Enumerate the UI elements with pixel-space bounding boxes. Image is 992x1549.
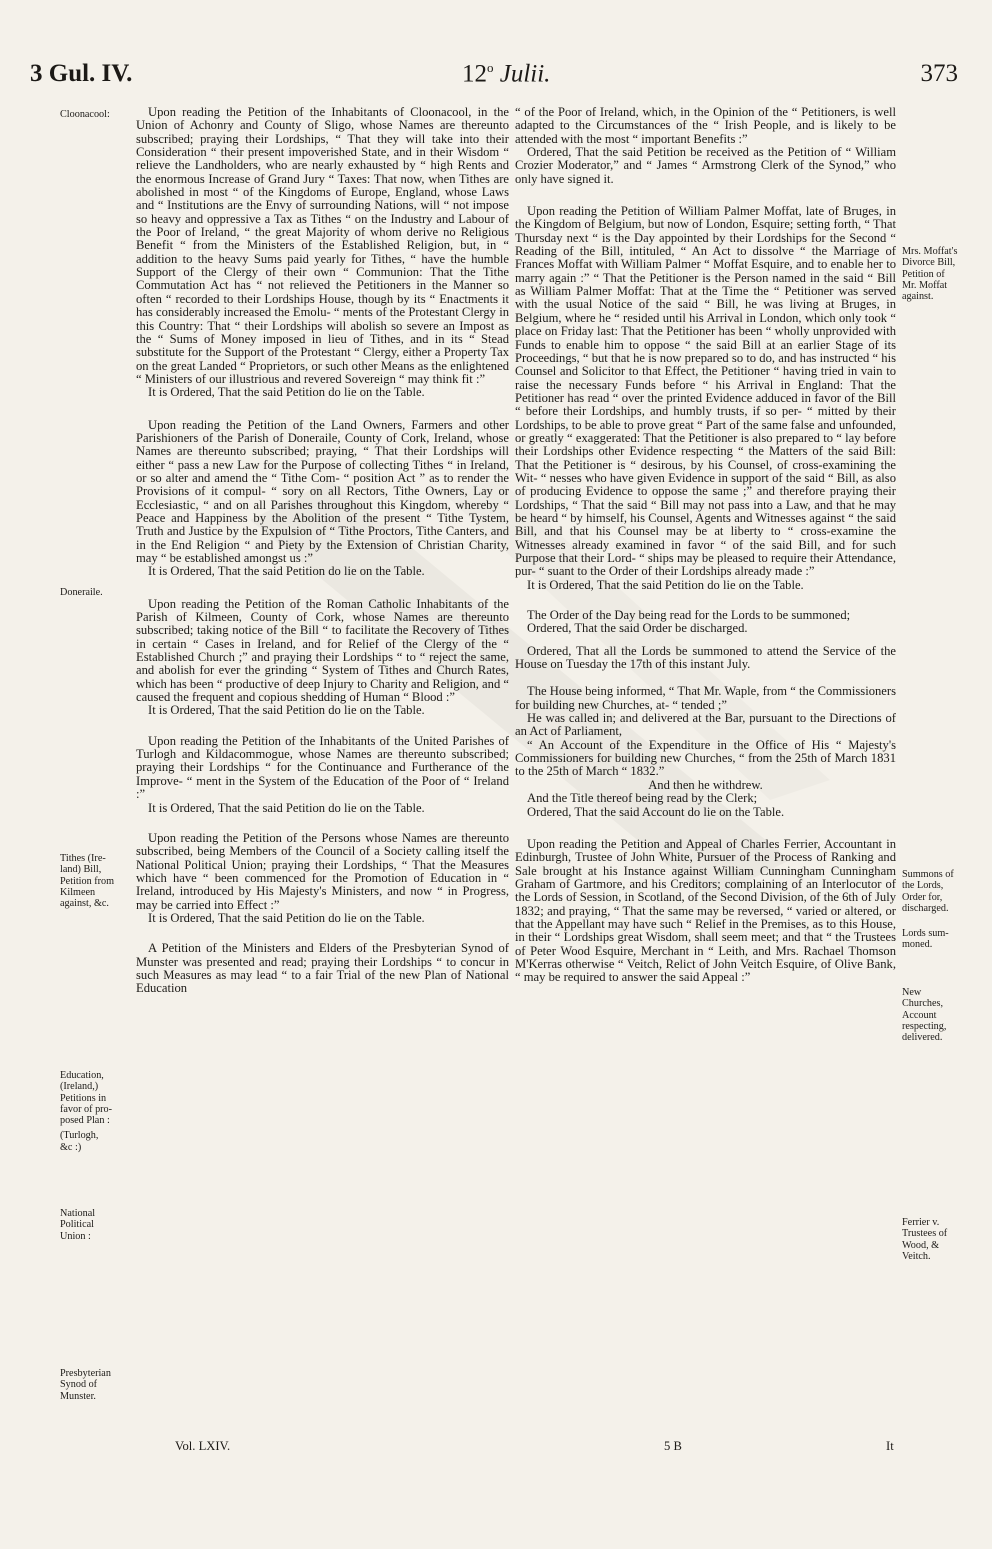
margin-note-line: against, &c.	[60, 898, 109, 910]
margin-note-tithes-bill	[60, 853, 132, 909]
margin-note-line: Summons of	[902, 869, 954, 880]
paragraph: He was called in; and delivered at the Bar, pursuant to the Directions of an Act of Parliament,	[515, 711, 896, 739]
margin-note-line: Synod of	[60, 1379, 98, 1391]
paragraph: And the Title thereof being read by the Clerk;	[527, 791, 758, 806]
margin-note-line: Wood, &	[902, 1239, 940, 1251]
paragraph: It is Ordered, That the said Petition do lie on the Table.	[527, 577, 804, 592]
entry-doneraile-petition	[136, 419, 509, 579]
footer-volume: Vol. LXIV.	[175, 1439, 231, 1453]
margin-note-line: Account	[902, 1009, 937, 1021]
paragraph: Upon reading the Petition of the Persons whose Names are thereunto subscribed, being Members of the Council of a Society calling itself the National Political Union; praying their Lordships, “ That the Measures which have “ been commenced for the Promotion of Education in “ Ireland, introduced by His Majesty's Ministers, and now “ in Progress, may be carried into Effect :”	[136, 830, 509, 912]
margin-note-line: Trustees of	[902, 1228, 948, 1240]
margin-note-line: delivered.	[902, 1032, 943, 1044]
header-month: Julii.	[493, 60, 551, 88]
margin-note-national-political-union	[60, 1208, 132, 1242]
paragraph: The House being informed, “ That Mr. Waple, from “ the Commissioners for building new Churches, at- “ tended ;”	[515, 684, 896, 712]
margin-note-line: (Turlogh,	[60, 1130, 99, 1142]
entry-turlogh-petition	[136, 735, 509, 815]
paragraph: “ of the Poor of Ireland, which, in the Opinion of the “ Petitioners, is well adapted to the Circumstances of the “ Irish People, and is likely to be attended with the most “ important Benefits :”	[515, 105, 896, 146]
margin-note-education	[60, 1070, 132, 1153]
margin-note-line: Churches,	[902, 998, 944, 1010]
margin-note-line: Tithes (Ire-	[60, 853, 106, 864]
margin-note-line: land) Bill,	[60, 864, 102, 876]
margin-note-line: respecting,	[902, 1020, 947, 1032]
margin-note-line: Kilmeen	[60, 886, 96, 898]
paragraph: It is Ordered, That the said Petition do lie on the Table.	[148, 385, 425, 400]
paragraph: Upon reading the Petition of the Land Owners, Farmers and other Parishioners of the Parish of Doneraile, County of Cork, Ireland, whose Names are thereunto subscribed; praying, “ That their Lordships will either “ pass a new Law for the Purpose of collecting Tithes “ in Ireland, or so alter and amend the “ Tithe Com- “ position Act ” as to render the Provisions of it compul- “ sory on all Rectors, Tithe Owners, Lay or Ecclesiastic, “ and on all Parishes throughout this Kingdom, whereby “ Peace and Happiness by the Abolition of the present “ Tithe Tystem, Truth and Justice by the Expulsion of “ Tithe Proctors, Tithe Canters, and in the End Religion “ and Piety by the Extension of Christian Charity, may “ be established amongst us :”	[136, 417, 509, 565]
margin-note-line: New	[902, 987, 922, 998]
margin-note-line: moned.	[902, 939, 933, 951]
margin-note-line: National	[60, 1208, 96, 1219]
margin-note-line: Petition from	[60, 875, 115, 887]
margin-note-line: Mrs. Moffat's	[902, 246, 958, 257]
entry-moffat-petition	[515, 205, 896, 592]
right-column	[515, 106, 896, 1001]
header-ordinal: o	[487, 60, 494, 75]
entry-cloonacool-petition	[136, 106, 509, 400]
paragraph: Upon reading the Petition of William Palmer Moffat, late of Bruges, in the Kingdom of Belgium, but now of London, Esquire; setting forth, “ That Thursday next “ is the Day appointed by their Lordships for the Second “ Reading of the Bill, intituled, “ An Act to dissolve “ the Marriage of Frances Moffat with William Palmer “ Moffat Esquire, and to enable her to marry again :” “ That the Petitioner is the Person named in the said “ Bill as William Palmer Moffat: That at the Time the “ Petitioner was served with the usual Notice of the said “ Bill, he was living at Bruges, in Belgium, where he “ resided until his Arrival in London, which only took “ place on Friday last: That the Petitioner has been “ wholly unprovided with Funds to enable him to oppose “ the said Bill at an earlier Stage of its Proceedings, “ but that he is now prepared so to do, and has instructed “ his Counsel and Solicitor to that Effect, the Petitioner “ having tried in vain to raise the necessary Funds before “ his Arrival in England: That the Petitioner has read “ over the printed Evidence adduced in favor of the Bill “ before their Lordships, and humbly trusts, if so per- “ mitted by their Lordships, to be able to prove great “ Part of the same false and unfounded, or greatly “ exaggerated: That the Petitioner is also prepared to “ lay before their Lordships other Evidence respecting “ the Matters of the said Bill: That the Petitioner is “ desirous, by his Counsel, of cross-examining the Wit- “ nesses who have given Evidence in support of the said “ Bill, as also of producing Evidence to oppose the same ;” and therefore praying their Lordships, “ That the said “ Bill may not pass into a Law, and that he may be heard “ by himself, his Counsel, Agents and Witnesses against “ the said Bill, and that his Counsel may be at liberty to “ cross-examine the Witnesses already examined in favor “ of the said Bill, and for such Purpose that their Lord- “ ships may be pleased to require their Attendance, pur- “ suant to the Order of their Lordships already made :”	[515, 204, 896, 579]
header-date	[462, 60, 550, 88]
paragraph: Ordered, That all the Lords be summoned to attend the Service of the House on Tuesday the 17th of this instant July.	[515, 643, 896, 672]
entry-ferrier-appeal	[515, 838, 896, 985]
paragraph: It is Ordered, That the said Petition do lie on the Table.	[148, 800, 425, 815]
margin-note-line: Mr. Moffat	[902, 279, 948, 291]
paragraph: It is Ordered, That the said Petition do lie on the Table.	[148, 703, 425, 718]
margin-note-line: Cloonacool:	[60, 109, 110, 120]
margin-note-line: (Ireland,)	[60, 1081, 99, 1093]
paragraph: It is Ordered, That the said Petition do lie on the Table.	[148, 910, 425, 925]
margin-note-line: Education,	[60, 1070, 104, 1081]
paragraph: And then he withdrew.	[648, 777, 763, 792]
paragraph: Upon reading the Petition and Appeal of Charles Ferrier, Accountant in Edinburgh, Trustee of John White, Pursuer of the Process of Ranking and Sale brought at his Instance against William Cunningham Cunningham Graham of Gartmore, and his Creditors; complaining of an Interlocutor of the Lords of Session, in Scotland, of the Second Division, of the 6th of July 1832; and praying, “ That the same may be reversed, “ varied or altered, or that the Appellant may have such “ Relief in the Premises, as to this House, in their “ Lordships great Wisdom, shall seem meet; and that “ the Trustees of Peter Wood Esquire, Merchant in “ Leith, and Mrs. Rachael Thomson M'Kerras otherwise “ Veitch, Relict of John Veitch Esquire, of Olive Bank, “ may be required to answer the said Appeal :”	[515, 836, 896, 985]
margin-note-line: the Lords,	[902, 880, 944, 892]
footer-signature: 5 B	[664, 1439, 682, 1453]
margin-note-line: Divorce Bill,	[902, 257, 956, 269]
margin-note-line: Veitch.	[902, 1250, 931, 1262]
paragraph: Upon reading the Petition of the Inhabitants of Cloonacool, in the Union of Achonry and County of Sligo, whose Names are thereunto subscribed; praying their Lordships, “ That they will take into their Consideration “ their present impoverished State, and in their Wisdom “ relieve the Landholders, who are nearly exhausted by “ high Rents and the enormous Increase of Grand Jury “ Taxes: That now, when Tithes are abolished in most “ of the Kingdoms of Europe, England, whose Laws and “ Institutions are the Envy of surrounding Nations, will “ not impose so heavy and oppressive a Tax as Tithes “ on the Industry and Labour of the Poor of Ireland, “ the great Majority of whom derive no Religious Benefit “ from the Ministers of the Established Religion, but, in “ addition to the heavy Sums paid yearly for Tithes, “ have the humble Support of the Clergy of their own “ Communion: That the Tithe Commutation Act has “ not relieved the Petitioners in the Manner so often “ recorded to their Lordships House, though by its “ Enactments it has considerably increased the Emolu- “ ments of the Protestant Clergy in this Country: That “ their Lordships will abolish so severe an Impost as the “ Sums of Money imposed in lieu of Tithes, and in its “ Stead substitute for the Support of the Protestant “ Clergy, either a Property Tax on the great Landed “ Proprietors, or such other Means as the enlightened “ Ministers of our illustrious and revered Sovereign “ may think fit :”	[136, 105, 509, 386]
margin-note-cloonacool	[60, 109, 132, 120]
entry-lords-summoned	[515, 645, 896, 672]
margin-note-line: &c :)	[60, 1141, 82, 1153]
margin-note-doneraile	[60, 587, 132, 598]
header-session: 3 Gul. IV.	[30, 60, 133, 87]
entry-kilmeen-petition	[136, 598, 509, 718]
margin-note-moffat-divorce	[902, 246, 982, 302]
margin-note-presbyterian-synod	[60, 1368, 132, 1402]
margin-note-line: Munster.	[60, 1390, 96, 1402]
paragraph: Ordered, That the said Order be discharged.	[527, 621, 748, 636]
margin-note-line: against.	[902, 291, 934, 303]
margin-note-line: Political	[60, 1219, 94, 1231]
margin-note-line: Ferrier v.	[902, 1217, 940, 1228]
margin-note-line: Union :	[60, 1230, 91, 1242]
page-number: 373	[920, 60, 958, 87]
entry-synod-continued	[515, 106, 896, 186]
margin-note-line: Doneraile.	[60, 587, 103, 598]
margin-note-summons-discharged	[902, 869, 982, 914]
paragraph: Ordered, That the said Petition be received as the Petition of “ William Crozier Moderator,” and “ James “ Armstrong Clerk of the Synod,” who only have signed it.	[515, 145, 896, 186]
margin-note-line: favor of pro-	[60, 1103, 113, 1115]
margin-note-line: Petitions in	[60, 1092, 107, 1104]
header-day: 12	[462, 60, 487, 88]
entry-political-union-petition	[136, 832, 509, 925]
paragraph: A Petition of the Ministers and Elders of the Presbyterian Synod of Munster was presented and read; praying their Lordships “ to concur in such Measures as may lead “ to a fair Trial of the new Plan of National Education	[136, 941, 509, 996]
paragraph: Upon reading the Petition of the Roman Catholic Inhabitants of the Parish of Kilmeen, County of Cork, whose Names are thereunto subscribed; taking notice of the Bill “ to facilitate the Recovery of Tithes in certain “ Cases in Ireland, and for Relief of the Clergy of the “ Established Church ;” and praying their Lordships “ to “ reject the same, and abolish for ever the grinding “ System of Tithes and Church Rates, which has been “ productive of deep Injury to Charity and Religion, and “ caused the frequent and copious shedding of Human “ Blood :”	[136, 596, 509, 705]
entry-summons-order	[515, 609, 896, 636]
margin-note-ferrier-appeal	[902, 1217, 982, 1262]
margin-note-line: discharged.	[902, 902, 949, 914]
margin-note-lords-summoned	[902, 928, 982, 951]
margin-note-line: Order for,	[902, 891, 943, 903]
paragraph: It is Ordered, That the said Petition do lie on the Table.	[148, 564, 425, 579]
entry-new-churches-account	[515, 685, 896, 818]
margin-note-new-churches	[902, 987, 982, 1043]
margin-note-line: posed Plan :	[60, 1115, 110, 1127]
paragraph: Upon reading the Petition of the Inhabitants of the United Parishes of Turlogh and Kildacommogue, whose Names are thereunto subscribed; praying their Lordships “ for the Continuance and Furtherance of the Improve- “ ment in the System of the Education of the Poor of “ Ireland :”	[136, 733, 509, 802]
margin-note-line: Presbyterian	[60, 1368, 111, 1379]
entry-synod-petition	[136, 942, 509, 995]
paragraph: Ordered, That the said Account do lie on the Table.	[527, 804, 785, 819]
margin-note-line: Petition of	[902, 268, 945, 280]
paragraph: The Order of the Day being read for the Lords to be summoned;	[527, 608, 851, 623]
margin-note-line: Lords sum-	[902, 928, 949, 939]
paragraph: “ An Account of the Expenditure in the Office of His “ Majesty's Commissioners for building new Churches, “ from the 25th of March 1831 to the 25th of March “ 1832.”	[515, 737, 896, 779]
footer-catchword: It	[886, 1439, 894, 1453]
left-column	[136, 106, 509, 1012]
